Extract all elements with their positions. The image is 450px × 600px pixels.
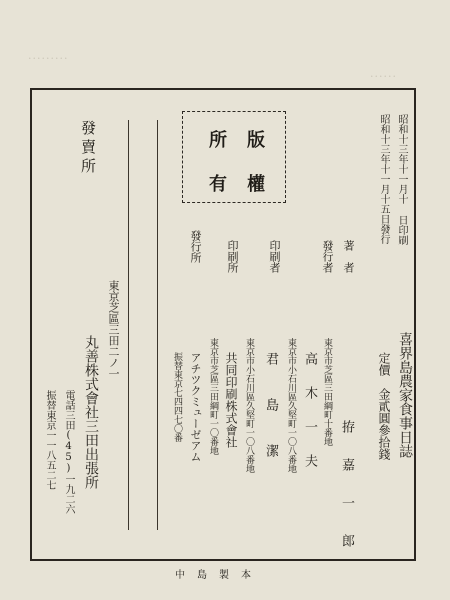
book-title: 喜界島農家食事日誌 xyxy=(397,332,413,458)
publisher-address: 東京市芝區三田綱町十番地 xyxy=(322,338,332,446)
label-printer: 印刷者 xyxy=(268,240,281,273)
divider-line xyxy=(157,120,158,530)
price: 定價 金貳圓參拾錢 xyxy=(377,352,391,460)
issuer-name: アチツクミューゼアム xyxy=(189,352,202,462)
publish-date: 昭和十三年十一月十五日發行 xyxy=(378,114,389,244)
distributor-phone: 電話三田(45)一九二六 xyxy=(63,390,74,514)
copyright-line-2: 所 有 xyxy=(206,130,227,196)
author-name: 拵 嘉 一 郎 xyxy=(339,420,354,553)
label-author: 著 者 xyxy=(342,240,355,273)
label-publisher: 發行者 xyxy=(321,240,334,273)
issuer-account: 振替東京七四四七〇番 xyxy=(172,352,182,442)
print-house-name: 共同印刷株式會社 xyxy=(224,352,238,448)
distributor-name: 丸善株式會社三田出張所 xyxy=(83,335,99,489)
distributor-address: 東京芝區三田二ノ一 xyxy=(107,280,120,379)
print-date: 昭和十三年十一月十 日印刷 xyxy=(396,114,407,245)
publisher-name: 高 木 一 夫 xyxy=(302,352,317,471)
distributor-account: 振替東京一一八五二七 xyxy=(44,390,55,490)
binder-mark: 中島製本 xyxy=(175,570,263,581)
copyright-stamp xyxy=(182,111,286,203)
bleed-through-text: ········· xyxy=(28,52,69,65)
divider-line xyxy=(128,120,129,530)
copyright-line-1: 版 權 xyxy=(244,130,265,196)
label-print-house: 印刷所 xyxy=(226,240,239,273)
distributor-label: 發賣所 xyxy=(79,120,97,177)
bleed-through-text: ······ xyxy=(370,70,397,83)
printer-name: 君 島 潔 xyxy=(263,352,278,467)
issuer-address: 東京市芝區三田綱町一〇番地 xyxy=(208,338,218,455)
printer-address: 東京市小石川區久堅町一〇八番地 xyxy=(286,338,296,473)
label-issuer: 發行所 xyxy=(189,230,202,263)
print-house-address: 東京市小石川區久堅町一〇八番地 xyxy=(244,338,254,473)
